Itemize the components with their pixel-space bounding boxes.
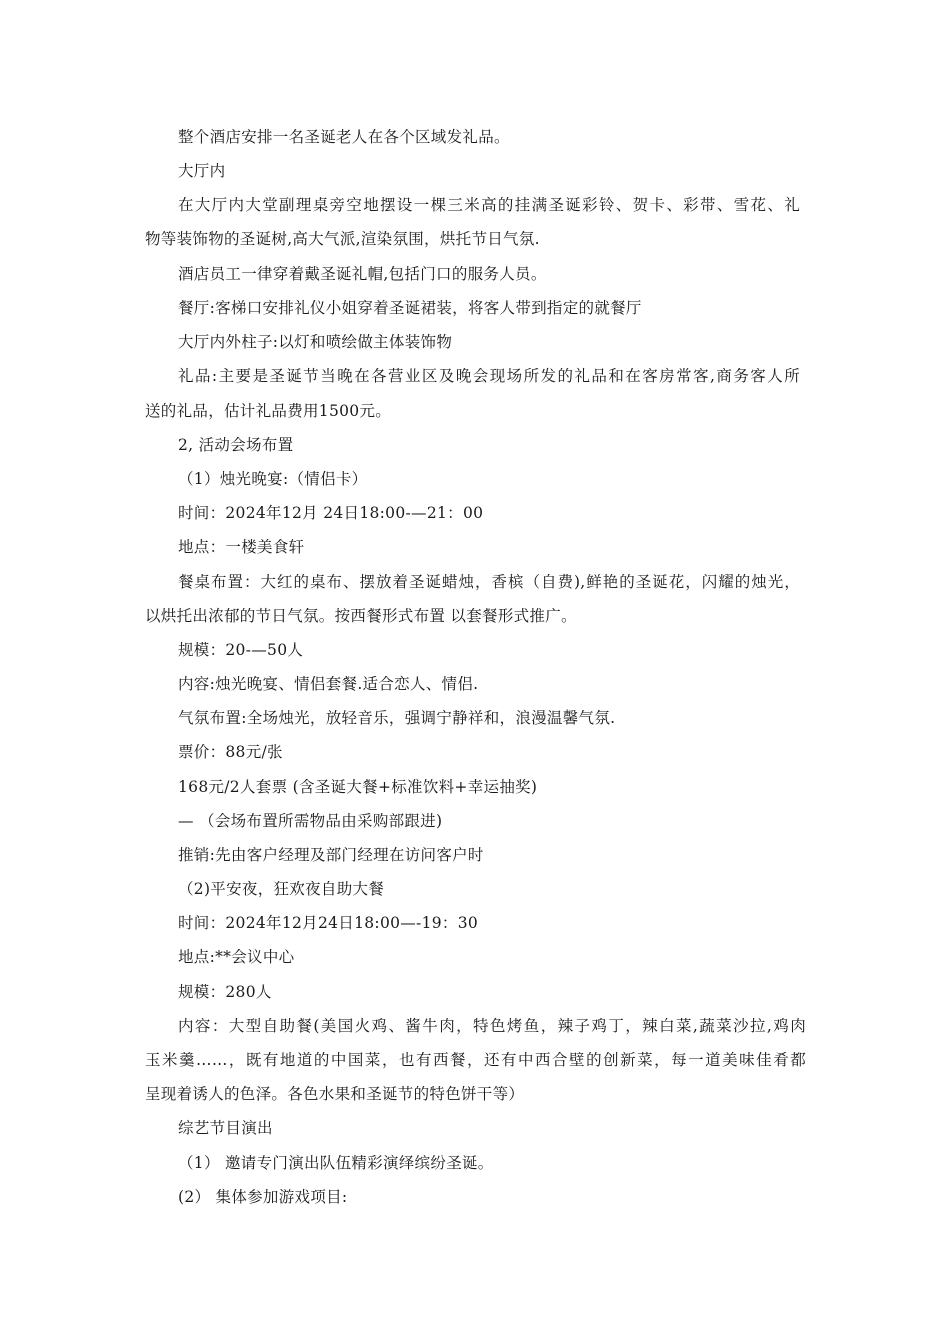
paragraph-line: 礼品:主要是圣诞节当晚在各营业区及晚会现场所发的礼品和在客房常客,商务客人所 bbox=[178, 367, 800, 385]
list-item: (2） 集体参加游戏项目: bbox=[178, 1188, 348, 1206]
subsection-heading: （2)平安夜，狂欢夜自助大餐 bbox=[178, 880, 385, 898]
paragraph-line: 时间：2024年12月 24日18:00-—21：00 bbox=[178, 504, 484, 522]
paragraph-line: 时间：2024年12月24日18:00—-19：30 bbox=[178, 914, 479, 932]
paragraph-line: 玉米羹……，既有地道的中国菜，也有西餐，还有中西合壁的创新菜，每一道美味佳肴都 bbox=[145, 1051, 806, 1069]
paragraph-line: 酒店员工一律穿着戴圣诞礼帽,包括门口的服务人员。 bbox=[178, 265, 547, 283]
paragraph-line: 物等装饰物的圣诞树,高大气派,渲染氛围，烘托节日气氛. bbox=[145, 230, 540, 248]
paragraph-line: 推销:先由客户经理及部门经理在访问客户时 bbox=[178, 846, 484, 864]
subsection-heading: （1）烛光晚宴:（情侣卡） bbox=[178, 470, 368, 488]
paragraph-line: 内容:烛光晚宴、情侣套餐.适合恋人、情侣. bbox=[178, 675, 479, 693]
paragraph-line: 地点:**会议中心 bbox=[178, 948, 295, 966]
paragraph-line: 送的礼品，估计礼品费用1500元。 bbox=[145, 402, 392, 420]
paragraph-line: 大厅内外柱子:以灯和喷绘做主体装饰物 bbox=[178, 333, 453, 351]
list-item: （1） 邀请专门演出队伍精彩演绎缤纷圣诞。 bbox=[178, 1154, 494, 1172]
paragraph-line: 呈现着诱人的色泽。各色水果和圣诞节的特色饼干等） bbox=[145, 1085, 525, 1103]
paragraph-line: 票价：88元/张 bbox=[178, 743, 283, 761]
paragraph-line: 内容：大型自助餐(美国火鸡、酱牛肉，特色烤鱼，辣子鸡丁，辣白菜,蔬菜沙拉,鸡肉 bbox=[178, 1017, 806, 1035]
paragraph-line: — （会场布置所需物品由采购部跟进) bbox=[178, 812, 443, 830]
paragraph-line: 168元/2人套票 (含圣诞大餐+标准饮料+幸运抽奖) bbox=[178, 778, 538, 796]
paragraph-line: 以烘托出浓郁的节日气氛。按西餐形式布置 以套餐形式推广。 bbox=[145, 607, 577, 625]
paragraph-line: 气氛布置:全场烛光，放轻音乐，强调宁静祥和，浪漫温馨气氛. bbox=[178, 709, 616, 727]
paragraph-line: 整个酒店安排一名圣诞老人在各个区域发礼品。 bbox=[178, 128, 510, 146]
section-heading: 大厅内 bbox=[178, 162, 226, 180]
paragraph-line: 在大厅内大堂副理桌旁空地摆设一棵三米高的挂满圣诞彩铃、贺卡、彩带、雪花、礼 bbox=[178, 196, 800, 214]
section-heading: 综艺节目演出 bbox=[178, 1119, 273, 1137]
paragraph-line: 规模：20-—50人 bbox=[178, 641, 304, 659]
paragraph-line: 地点：一楼美食轩 bbox=[178, 538, 305, 556]
section-heading: 2, 活动会场布置 bbox=[178, 436, 294, 454]
paragraph-line: 餐厅:客梯口安排礼仪小姐穿着圣诞裙装，将客人带到指定的就餐厅 bbox=[178, 299, 642, 317]
paragraph-line: 餐桌布置：大红的桌布、摆放着圣诞蜡烛，香槟（自费),鲜艳的圣诞花，闪耀的烛光， bbox=[178, 573, 800, 591]
paragraph-line: 规模：280人 bbox=[178, 983, 272, 1001]
